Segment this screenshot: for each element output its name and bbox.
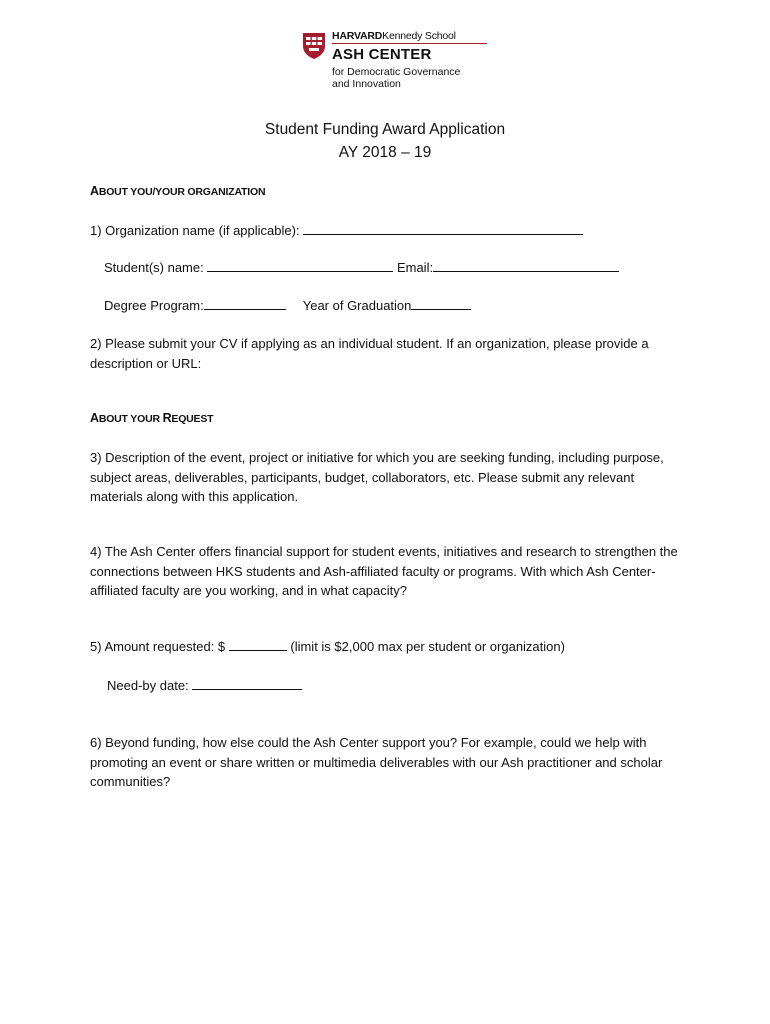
logo-subtitle-line2: and Innovation bbox=[332, 78, 401, 90]
question-3: 3) Description of the event, project or initiative for which you are seeking funding, including purpose, subject areas, deliverables, participants, budget, collaborators, etc. Please submit any relevant materials along with this application. bbox=[90, 450, 664, 504]
section2-mid: BOUT YOUR bbox=[98, 413, 163, 425]
logo-school-name bbox=[332, 30, 456, 42]
document-title: Student Funding Award Application bbox=[264, 121, 506, 138]
section2-initial-a: A bbox=[90, 411, 99, 425]
amount-requested-field[interactable] bbox=[229, 638, 287, 651]
need-by-row bbox=[107, 677, 302, 693]
question-4: 4) The Ash Center offers financial support for student events, initiatives and research to strengthen the connections between HKS students and Ash-affiliated faculty or programs. With which Ash Center-affiliated faculty are you working, and in what capacity? bbox=[90, 544, 678, 598]
need-by-date-field[interactable] bbox=[192, 677, 302, 690]
section1-rest: BOUT YOU/YOUR ORGANIZATION bbox=[98, 186, 266, 198]
degree-program-field[interactable] bbox=[204, 297, 286, 310]
amount-row bbox=[90, 638, 565, 654]
students-row bbox=[104, 259, 619, 275]
year-of-graduation-field[interactable] bbox=[411, 297, 471, 310]
logo-center-name: ASH CENTER bbox=[332, 46, 432, 63]
logo-divider bbox=[332, 43, 487, 44]
organization-name-label: 1) Organization name (if applicable): bbox=[90, 223, 304, 238]
section-heading-about-request bbox=[90, 411, 213, 425]
year-of-graduation-label: Year of Graduation bbox=[302, 298, 412, 313]
section1-initial: A bbox=[90, 184, 99, 198]
section2-rest: EQUEST bbox=[171, 413, 214, 425]
ash-center-logo bbox=[302, 30, 502, 92]
organization-name-field[interactable] bbox=[303, 222, 583, 235]
degree-program-label: Degree Program: bbox=[104, 298, 204, 313]
academic-year: AY 2018 – 19 bbox=[338, 144, 432, 161]
harvard-shield-icon bbox=[302, 32, 326, 60]
degree-row bbox=[104, 297, 471, 313]
need-by-date-label: Need-by date: bbox=[107, 678, 193, 693]
question-2: 2) Please submit your CV if applying as an individual student. If an organization, please provide a description or URL: bbox=[90, 336, 649, 371]
students-name-label: Student(s) name: bbox=[104, 260, 208, 275]
amount-limit-note: (limit is $2,000 max per student or organization) bbox=[286, 639, 565, 654]
logo-kennedy-school: Kennedy School bbox=[382, 30, 456, 42]
email-field[interactable] bbox=[433, 259, 619, 272]
amount-requested-label: 5) Amount requested: $ bbox=[90, 639, 229, 654]
section2-initial-r: R bbox=[162, 411, 172, 425]
logo-subtitle-line1: for Democratic Governance bbox=[332, 66, 461, 78]
section-heading-about-you bbox=[90, 184, 265, 198]
email-label: Email: bbox=[396, 260, 434, 275]
question-6: 6) Beyond funding, how else could the Ash Center support you? For example, could we help with promoting an event or share written or multimedia deliverables with our Ash practitioner and scholar communities? bbox=[90, 735, 663, 789]
logo-harvard: HARVARD bbox=[332, 30, 383, 42]
organization-name-row bbox=[90, 222, 583, 238]
students-name-field[interactable] bbox=[207, 259, 393, 272]
